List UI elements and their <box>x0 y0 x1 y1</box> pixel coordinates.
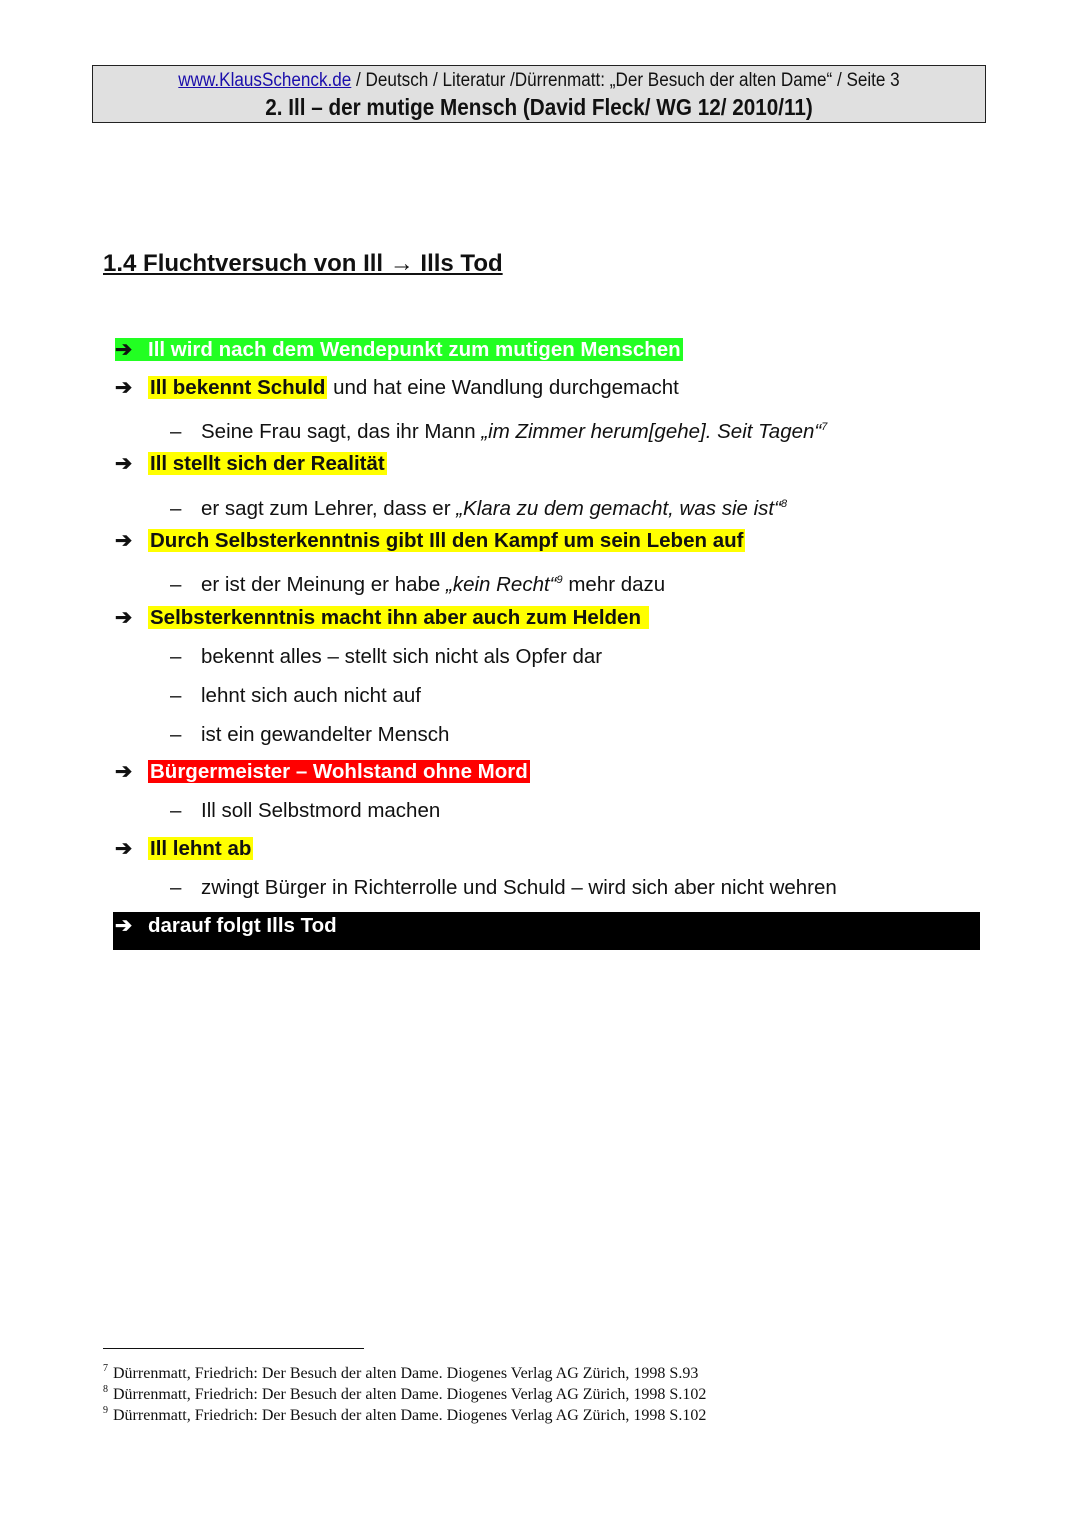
sub-text: bekennt alles – stellt sich nicht als Opfer dar <box>201 645 603 668</box>
footnote-number: 7 <box>103 1363 108 1374</box>
bullet-3 <box>115 450 387 478</box>
footnote-number: 9 <box>103 1405 108 1416</box>
footnote-ref[interactable]: 9 <box>556 574 563 586</box>
quote: „Klara zu dem gemacht, was sie ist“ <box>456 497 781 520</box>
arrow-icon: ➔ <box>115 914 133 937</box>
sub-item <box>170 413 827 446</box>
bullet-1 <box>115 336 683 364</box>
highlight-red: Bürgermeister – Wohlstand ohne Mord <box>150 760 528 783</box>
footnote-text: Dürrenmatt, Friedrich: Der Besuch der alten Dame. Diogenes Verlag AG Zürich, 1998 S.102 <box>113 1407 707 1424</box>
page-header <box>92 65 986 123</box>
highlight-yellow: Ill bekennt Schuld <box>150 376 326 399</box>
header-breadcrumb: / Deutsch / Literatur /Dürrenmatt: „Der Besuch der alten Dame“ / Seite 3 <box>351 70 900 91</box>
sub-text: mehr dazu <box>562 573 666 596</box>
bullet-text: darauf folgt Ills Tod <box>148 914 337 937</box>
dash-bullet: – <box>170 645 182 668</box>
bullet-6 <box>115 758 530 786</box>
arrow-icon: ➔ <box>115 837 133 860</box>
bullet-2 <box>115 374 679 402</box>
sub-item <box>170 721 449 749</box>
sub-text: Seine Frau sagt, das ihr Mann <box>201 420 482 443</box>
arrow-icon: ➔ <box>115 606 133 629</box>
dash-bullet: – <box>170 684 182 707</box>
highlight-green <box>115 338 683 361</box>
sub-text: er ist der Meinung er habe <box>201 573 446 596</box>
sub-text: ist ein gewandelter Mensch <box>201 723 450 746</box>
highlight-black <box>113 912 980 950</box>
dash-bullet: – <box>170 799 182 822</box>
footnote-ref[interactable]: 7 <box>821 421 828 433</box>
highlight-yellow: Ill lehnt ab <box>150 837 252 860</box>
section-title: 1.4 Fluchtversuch von Ill → Ills Tod <box>103 250 503 277</box>
sub-text: er sagt zum Lehrer, dass er <box>201 497 457 520</box>
quote: „kein Recht“ <box>446 573 557 596</box>
dash-bullet: – <box>170 420 182 443</box>
quote: „im Zimmer herum[gehe]. Seit Tagen“ <box>481 420 822 443</box>
sub-item <box>170 490 787 523</box>
sub-item <box>170 682 421 710</box>
footnote-text: Dürrenmatt, Friedrich: Der Besuch der alten Dame. Diogenes Verlag AG Zürich, 1998 S.102 <box>113 1386 707 1403</box>
footnote-number: 8 <box>103 1384 108 1395</box>
sub-item <box>170 643 602 671</box>
site-link[interactable]: www.KlausSchenck.de <box>178 70 352 91</box>
bullet-text: und hat eine Wandlung durchgemacht <box>327 376 679 399</box>
highlight-yellow: Durch Selbsterkenntnis gibt Ill den Kampf um sein Leben auf <box>150 529 744 552</box>
bullet-text: Ill wird nach dem Wendepunkt zum mutigen Menschen <box>148 338 681 361</box>
sub-item <box>170 797 440 825</box>
dash-bullet: – <box>170 497 182 520</box>
footnote-text: Dürrenmatt, Friedrich: Der Besuch der alten Dame. Diogenes Verlag AG Zürich, 1998 S.93 <box>113 1365 699 1382</box>
header-title: 2. Ill – der mutige Mensch (David Fleck/ WG 12/ 2010/11) <box>265 94 813 120</box>
dash-bullet: – <box>170 573 182 596</box>
sub-item <box>170 874 837 902</box>
dash-bullet: – <box>170 876 182 899</box>
sub-item <box>170 566 665 599</box>
sub-text: Ill soll Selbstmord machen <box>201 799 441 822</box>
bullet-7 <box>115 835 253 863</box>
bullet-4 <box>115 527 745 555</box>
footnote-ref[interactable]: 8 <box>780 498 788 510</box>
sub-text: zwingt Bürger in Richterrolle und Schuld – wird sich aber nicht wehren <box>201 876 837 899</box>
highlight-yellow: Ill stellt sich der Realität <box>150 452 385 475</box>
arrow-icon: ➔ <box>115 338 133 361</box>
bullet-5 <box>115 604 649 632</box>
highlight-yellow: Selbsterkenntnis macht ihn aber auch zum Helden <box>148 606 649 629</box>
arrow-icon: ➔ <box>115 529 133 552</box>
arrow-icon: ➔ <box>115 376 133 399</box>
header-breadcrumb-line <box>138 69 941 93</box>
arrow-icon: ➔ <box>115 760 133 783</box>
footnote <box>103 1400 706 1426</box>
dash-bullet: – <box>170 723 182 746</box>
footnote-separator <box>103 1348 364 1349</box>
arrow-icon: ➔ <box>115 452 133 475</box>
sub-text: lehnt sich auch nicht auf <box>201 684 421 707</box>
